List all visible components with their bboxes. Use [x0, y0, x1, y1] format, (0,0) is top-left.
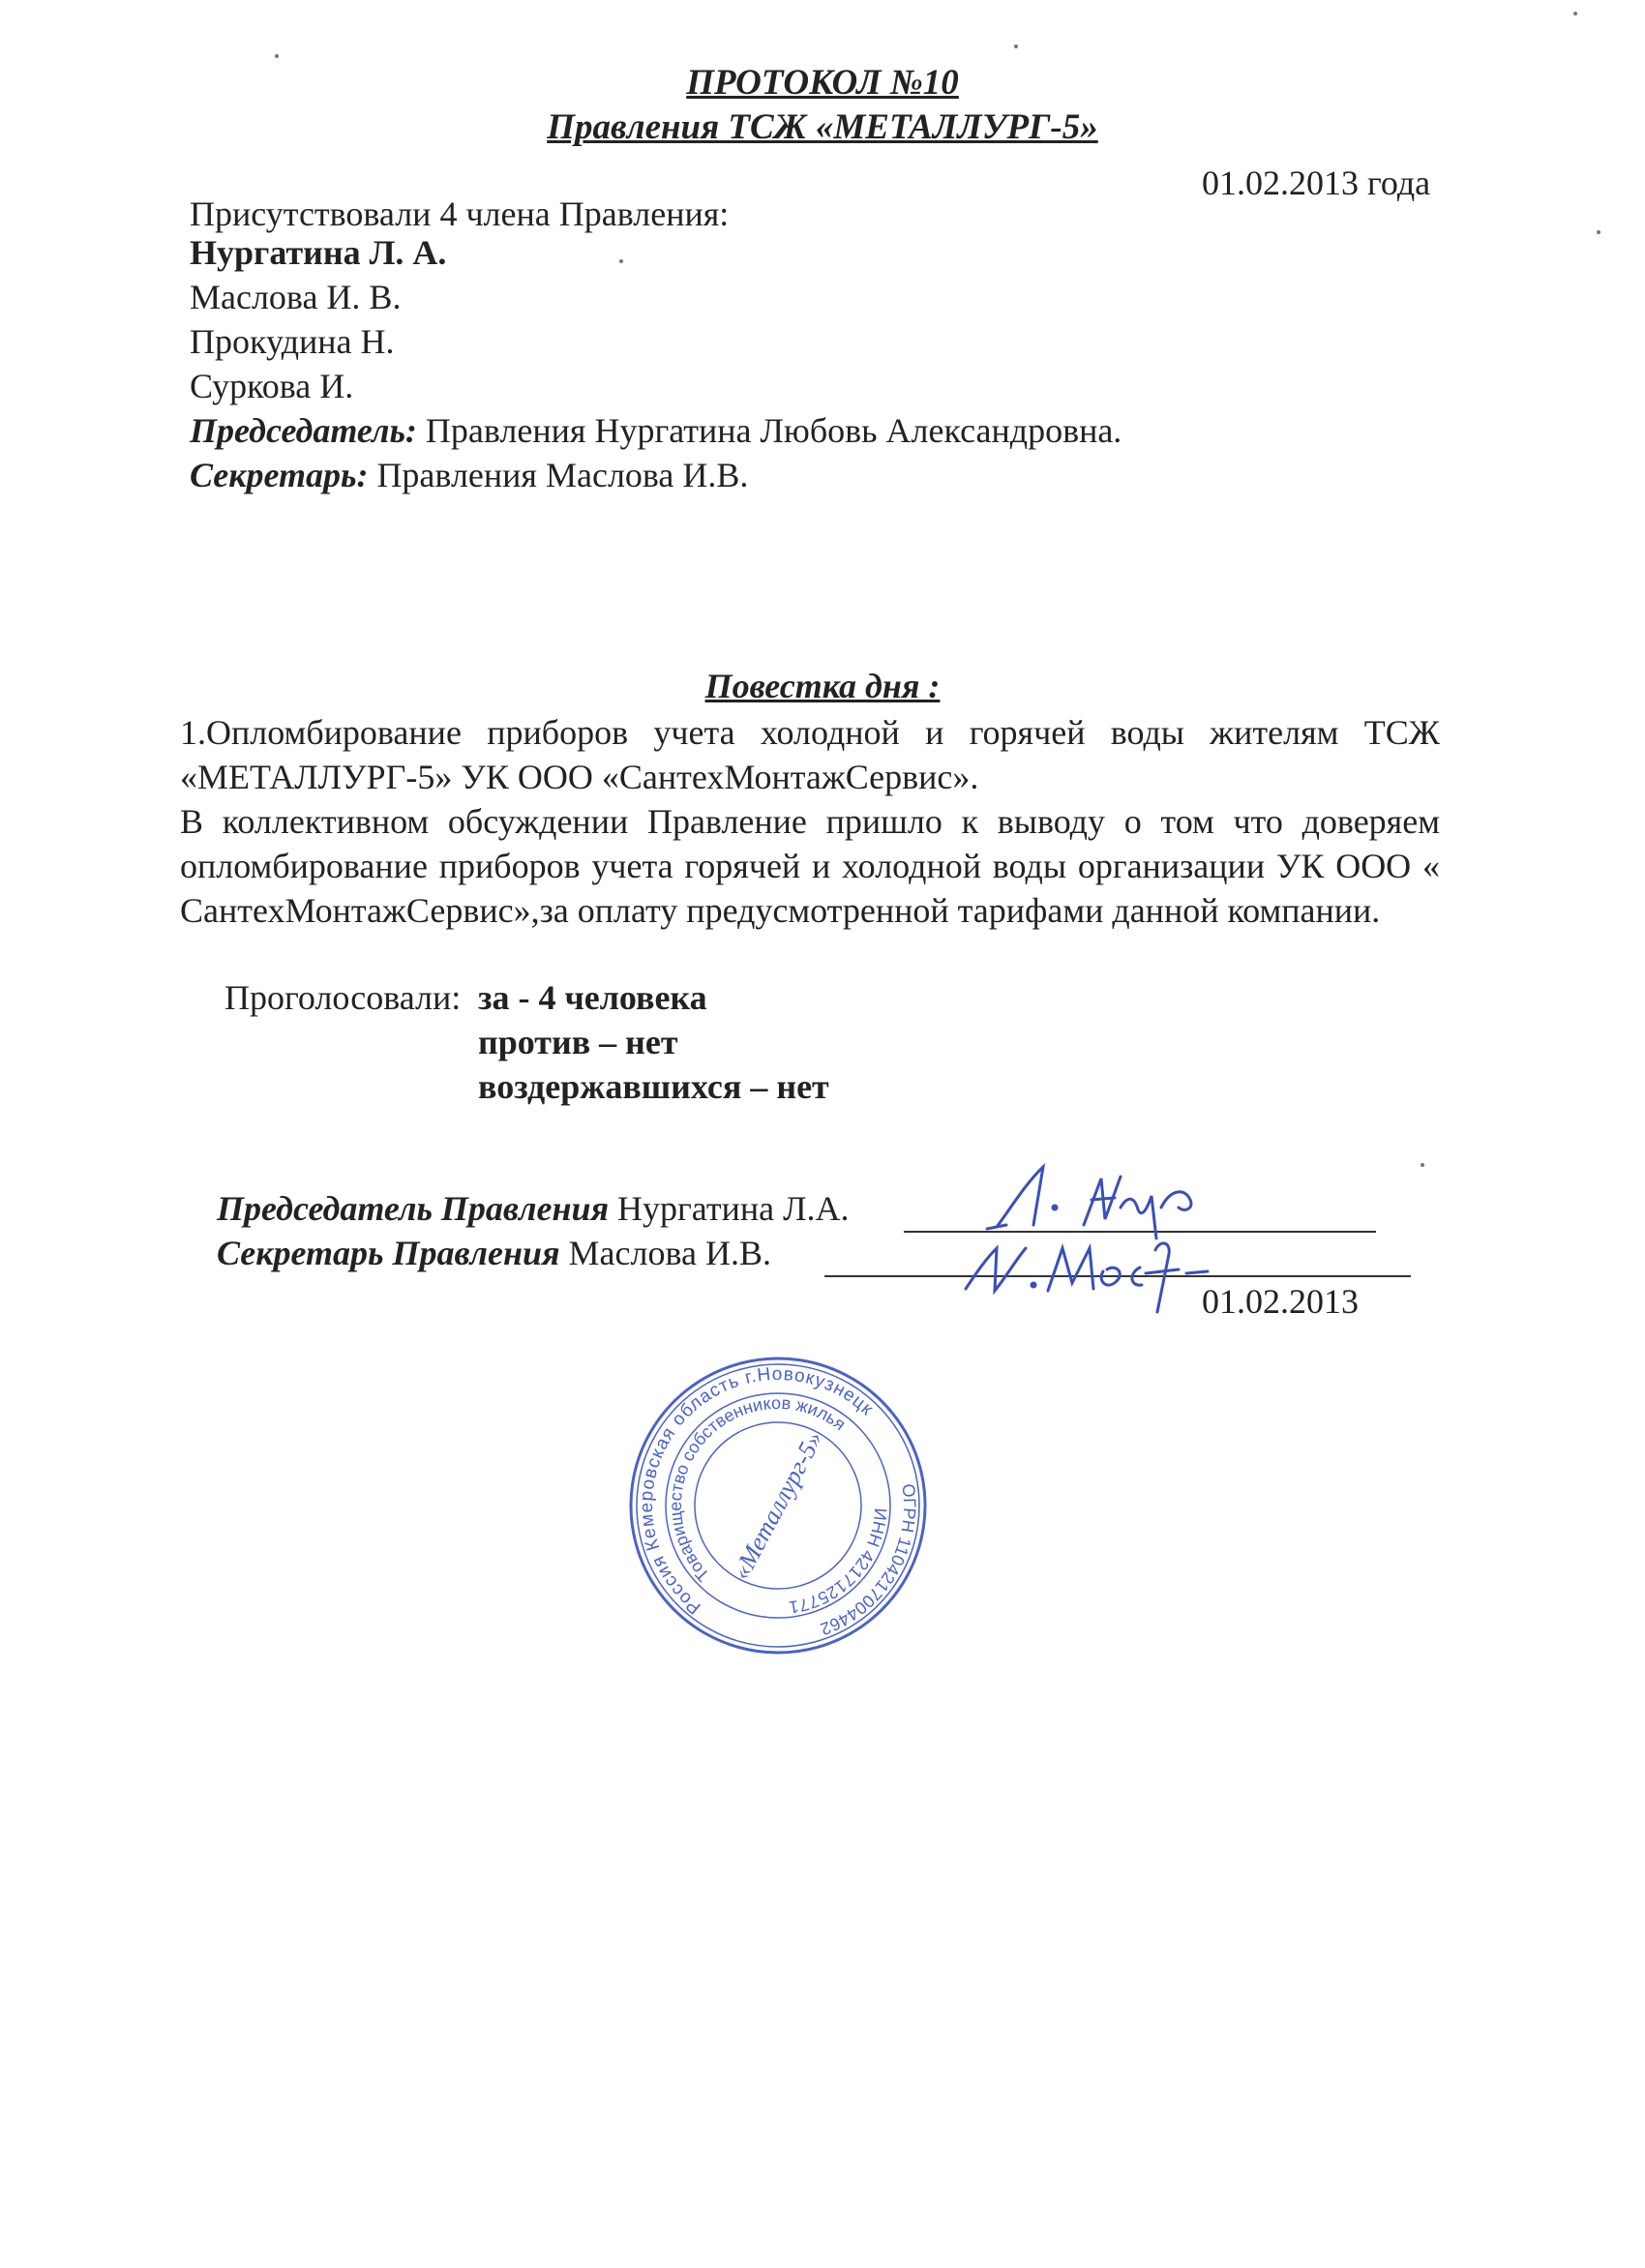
stamp-inn: ИНН 4217125771 — [787, 1507, 891, 1618]
chairman-value: Правления Нургатина Любовь Александровна. — [416, 411, 1122, 450]
secretary-handwritten-signature — [927, 1221, 1227, 1318]
member-name: Нургатина Л. А. — [190, 233, 447, 272]
agenda-title: Повестка дня : — [704, 667, 941, 705]
stamp-ogrn: ОГРН 1104217004462 — [818, 1482, 920, 1639]
scan-speck — [619, 259, 623, 263]
vote-for: за - 4 человека — [478, 978, 707, 1017]
member-name: Прокудина Н. — [190, 322, 395, 361]
chairman-signature-label: Председатель Правления — [217, 1189, 610, 1228]
document-date: 01.02.2013 года — [1202, 164, 1431, 202]
stamp-inner-text: Товарищество собственников жилья — [665, 1392, 850, 1586]
secretary-signature-line — [217, 1231, 771, 1275]
scan-speck — [1014, 45, 1018, 48]
secretary-signature-name: Маслова И.В. — [559, 1234, 771, 1272]
vote-against: против – нет — [478, 1023, 678, 1061]
chairman-label: Председатель: — [190, 411, 417, 450]
scan-speck — [1421, 1163, 1424, 1167]
document-subtitle: Правления ТСЖ «МЕТАЛЛУРГ-5» — [547, 107, 1098, 147]
document-title: ПРОТОКОЛ №10 — [686, 63, 959, 103]
chairman-signature-line — [217, 1186, 850, 1231]
secretary-signature-label: Секретарь Правления — [217, 1234, 560, 1272]
member-name: Суркова И. — [190, 367, 354, 405]
signature-date: 01.02.2013 — [1202, 1282, 1359, 1321]
secretary-line — [190, 453, 748, 497]
vote-label: Проголосовали: — [224, 978, 462, 1017]
stamp-center-text: «Металлург-5» — [727, 1426, 829, 1585]
secretary-value: Правления Маслова И.В. — [368, 456, 749, 494]
chairman-line — [190, 408, 1122, 453]
chairman-signature-name: Нургатина Л.А. — [609, 1189, 850, 1228]
organization-stamp — [627, 1355, 929, 1656]
vote-abstained: воздержавшихся – нет — [478, 1067, 829, 1106]
attendance-intro: Присутствовали 4 члена Правления: — [190, 194, 730, 233]
agenda-item-1: 1.Опломбирование приборов учета холодной и горячей воды жителям ТСЖ «МЕТАЛЛУРГ-5» УК ООО «СантехМонтажСервис». — [180, 713, 1440, 796]
member-name: Маслова И. В. — [190, 278, 402, 316]
stamp-outer-text: Россия Кемеровская область г.Новокузнецк — [636, 1363, 878, 1618]
secretary-label: Секретарь: — [190, 456, 369, 494]
scan-speck — [275, 54, 279, 58]
agenda-discussion: В коллективном обсуждении Правление пришло к выводу о том что доверяем опломбирование приборов учета горячей и холодной воды организации УК ООО « СантехМонтажСервис»,за оплату предусмотренной тарифами данной компании. — [180, 802, 1440, 930]
scan-speck — [1597, 230, 1600, 234]
scan-speck — [1573, 12, 1577, 15]
